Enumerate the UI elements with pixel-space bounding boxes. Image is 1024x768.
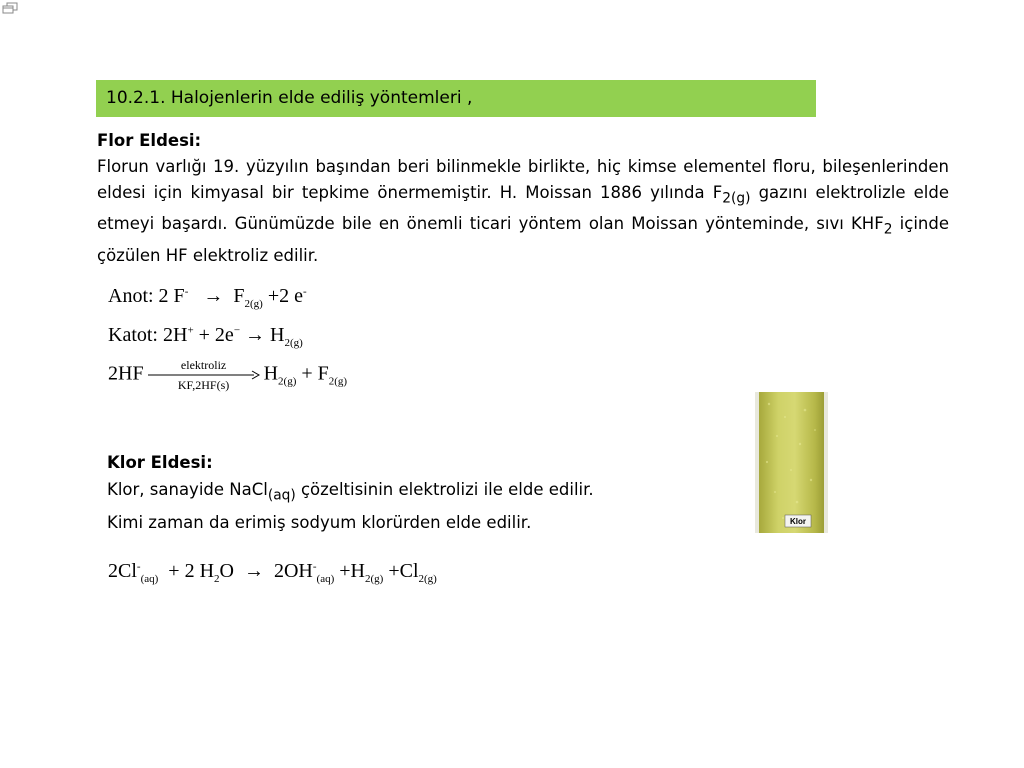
flor-heading: Flor Eldesi: xyxy=(97,131,202,150)
anot-label: Anot: 2 F xyxy=(108,285,185,307)
flor-text-3: içinde çözülen HF elektroliz edilir. xyxy=(97,214,949,265)
flor-section xyxy=(97,128,949,269)
flor-text-1: Florun varlığı 19. yüzyılın başından beri bilinmekle birlikte, hiç kimse elementel floru, bileşenlerinden eldesi için kimyasal bir tepkime önermemiştir. H. Moissan 1886 yılında F xyxy=(97,157,949,202)
klor-photo-label: Klor xyxy=(790,517,806,526)
flor-sub-2: 2 xyxy=(883,221,893,238)
restore-window-icon[interactable] xyxy=(2,2,18,14)
katot-label: Katot: 2H xyxy=(108,324,188,346)
cl-cl2-sub: 2(g) xyxy=(418,573,437,585)
arrow-under-label: KF,2HF(s) xyxy=(177,378,230,392)
klor-heading: Klor Eldesi: xyxy=(107,453,213,472)
chlorine-equation xyxy=(108,560,437,585)
cl-arrow: → xyxy=(243,560,264,582)
section-title-text: 10.2.1. Halojenlerin elde ediliş yöntemleri , xyxy=(106,88,473,108)
hf-product-1: H xyxy=(263,362,279,385)
katot-e-sup: − xyxy=(233,324,241,337)
anot-rest: +2 e xyxy=(262,285,303,307)
cl-p1-sup: - xyxy=(312,560,317,573)
arrow-over-label: elektroliz xyxy=(180,358,227,372)
cl-r1: 2Cl xyxy=(108,560,137,582)
hf-electrolysis-equation xyxy=(108,360,347,390)
hf-product-1-sub: 2(g) xyxy=(278,375,297,388)
cl-r1-sub: (aq) xyxy=(140,573,159,585)
cl-o: O xyxy=(219,560,234,582)
anot-arrow: → xyxy=(203,285,224,307)
flor-sub-1: 2(g) xyxy=(722,190,751,207)
section-title xyxy=(96,80,816,117)
cl-r1-sup: - xyxy=(136,560,141,573)
flor-paragraph xyxy=(97,154,949,269)
anot-rest-sup: - xyxy=(302,285,307,298)
klor-line-1-a: Klor, sanayide NaCl xyxy=(107,480,268,499)
katot-h-sup: + xyxy=(187,324,194,337)
cl-p1-sub: (aq) xyxy=(316,573,335,585)
katot-mid: + 2e xyxy=(193,324,234,346)
chlorine-gas-photo xyxy=(755,392,828,533)
katot-equation xyxy=(108,324,303,349)
hf-product-2: F xyxy=(317,362,329,385)
flor-text-2: gazını elektrolizle elde etmeyi başardı. Günümüzde bile en önemli ticari yöntem olan Moissan yönteminde, sıvı KHF xyxy=(97,183,949,234)
klor-line-2: Kimi zaman da erimiş sodyum klorürden elde edilir. xyxy=(107,513,532,533)
anot-product: F xyxy=(233,285,245,307)
anot-equation xyxy=(108,285,307,310)
katot-product-sub: 2(g) xyxy=(284,337,303,349)
hf-reactant: 2HF xyxy=(108,362,144,385)
anot-charge: - xyxy=(184,285,189,298)
hf-plus: + xyxy=(296,362,318,385)
cl-h2o-sub: 2 xyxy=(214,573,220,585)
klor-line-1 xyxy=(107,476,707,509)
electrolysis-arrow xyxy=(148,360,260,390)
katot-arrow: → xyxy=(245,324,266,346)
cl-plus2: +H xyxy=(334,560,365,582)
katot-product: H xyxy=(270,324,285,346)
klor-section xyxy=(107,449,707,536)
cl-plus3: +Cl xyxy=(383,560,419,582)
klor-line-1-b: çözeltisinin elektrolizi ile elde edilir. xyxy=(295,480,594,499)
cl-plus1: + 2 H xyxy=(158,560,215,582)
klor-line-1-sub: (aq) xyxy=(267,487,296,504)
cl-h2-sub: 2(g) xyxy=(365,573,384,585)
cl-p1: 2OH xyxy=(273,560,313,582)
hf-product-2-sub: 2(g) xyxy=(328,375,348,388)
anot-product-sub: 2(g) xyxy=(244,298,263,310)
